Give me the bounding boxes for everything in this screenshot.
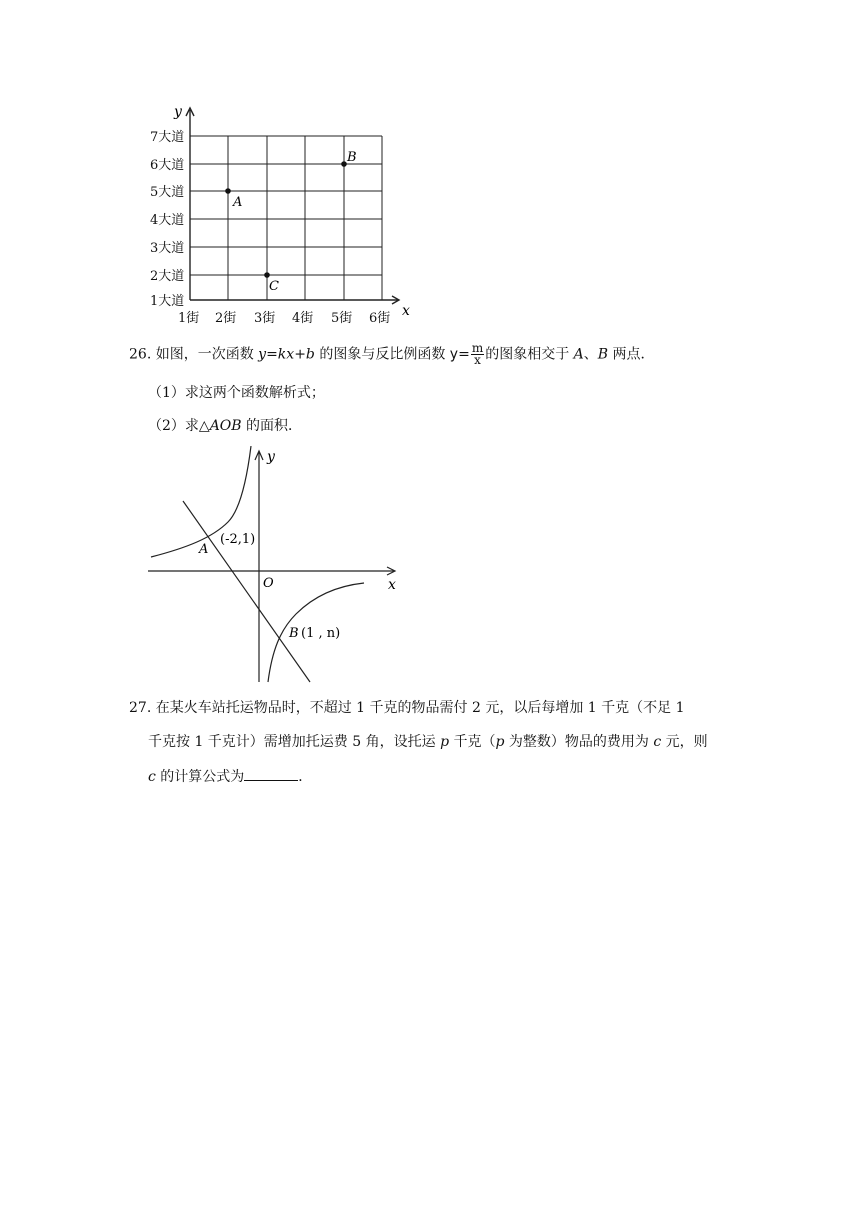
q26-stem-text-1: 如图，一次函数 xyxy=(155,346,259,363)
graph-point-a-coord: (-2,1) xyxy=(220,532,256,547)
q26-subquestion-2 xyxy=(148,416,302,436)
fraction-denominator: x xyxy=(474,353,481,367)
graph-y-axis-label: y xyxy=(267,449,275,465)
street-label: 1街 xyxy=(178,311,200,326)
q26-stem-text-4: 两点． xyxy=(608,346,655,363)
street-label: 4街 xyxy=(292,311,314,326)
street-label: 2街 xyxy=(215,311,237,326)
grid-x-axis-label: x xyxy=(402,303,410,319)
graph-point-b-label: B xyxy=(289,626,299,641)
graph-axes xyxy=(148,451,395,682)
q26-stem xyxy=(129,343,655,366)
q27-var-p: p xyxy=(440,734,450,750)
q26-number: 26. xyxy=(129,346,152,363)
street-label: 3街 xyxy=(254,311,276,326)
q27-line1-text: 在某火车站托运物品时，不超过 1 千克的物品需付 2 元，以后每增加 1 千克（不足 1 xyxy=(155,700,685,716)
linear-function-line xyxy=(183,501,310,682)
q27-number: 27. xyxy=(129,700,152,716)
grid-y-axis-label: y xyxy=(174,104,182,120)
avenue-label: 1大道 xyxy=(150,294,185,309)
q27-var-c: c xyxy=(653,734,662,750)
point-b-dot xyxy=(341,161,347,167)
avenue-label: 2大道 xyxy=(150,269,185,284)
q26-inverse-lhs: y= xyxy=(449,346,470,363)
q27-line2-text-b: 千克（ xyxy=(449,734,496,750)
grid-figure xyxy=(140,100,420,330)
q26-point-b: B xyxy=(597,346,609,363)
graph-point-b-coord: (1 , n) xyxy=(301,626,341,641)
q27-var-p: p xyxy=(495,734,505,750)
street-label: 6街 xyxy=(369,311,391,326)
q26-triangle-name: AOB xyxy=(209,418,242,434)
q27-var-c: c xyxy=(148,769,156,785)
q27-line2-text-d: 元，则 xyxy=(661,734,708,750)
q27-line-2 xyxy=(148,732,708,752)
graph-point-a-label: A xyxy=(199,542,209,557)
q27-line-3 xyxy=(148,766,312,787)
q27-line3-text: 的计算公式为 xyxy=(155,769,245,785)
function-graph-figure xyxy=(146,446,406,684)
q27-line2-text-a: 千克按 1 千克计）需增加托运费 5 角，设托运 xyxy=(148,734,441,750)
q26-sub2-suffix: 的面积． xyxy=(241,418,303,434)
graph-origin-label: O xyxy=(263,576,274,591)
q26-stem-text-2: 的图象与反比例函数 xyxy=(314,346,450,363)
avenue-label: 4大道 xyxy=(150,213,185,228)
q26-inverse-fraction xyxy=(471,343,484,366)
avenue-label: 5大道 xyxy=(150,185,185,200)
point-b-label: B xyxy=(347,150,357,165)
q27-line2-text-c: 为整数）物品的费用为 xyxy=(504,734,654,750)
q27-line3-end: ． xyxy=(298,769,313,785)
q26-linear-function: y=kx+b xyxy=(258,346,315,363)
q27-line-1 xyxy=(129,698,685,718)
q26-point-a: A xyxy=(573,346,584,363)
answer-blank[interactable] xyxy=(244,766,298,781)
avenue-label: 7大道 xyxy=(150,130,185,145)
point-c-dot xyxy=(264,272,270,278)
avenue-label: 6大道 xyxy=(150,158,185,173)
point-c-label: C xyxy=(269,279,279,294)
q26-stem-text-3: 的图象相交于 xyxy=(485,346,574,363)
fraction-numerator: m xyxy=(471,341,484,355)
street-label: 5街 xyxy=(331,311,353,326)
q26-subquestion-1 xyxy=(148,383,325,403)
q26-sub1-text: （1）求这两个函数解析式； xyxy=(148,385,325,401)
graph-x-axis-label: x xyxy=(388,577,396,593)
avenue-label: 3大道 xyxy=(150,241,185,256)
point-a-dot xyxy=(225,188,231,194)
point-a-label: A xyxy=(233,195,243,210)
q26-sub2-prefix: （2）求△ xyxy=(148,418,210,434)
q26-separator: 、 xyxy=(583,346,598,363)
